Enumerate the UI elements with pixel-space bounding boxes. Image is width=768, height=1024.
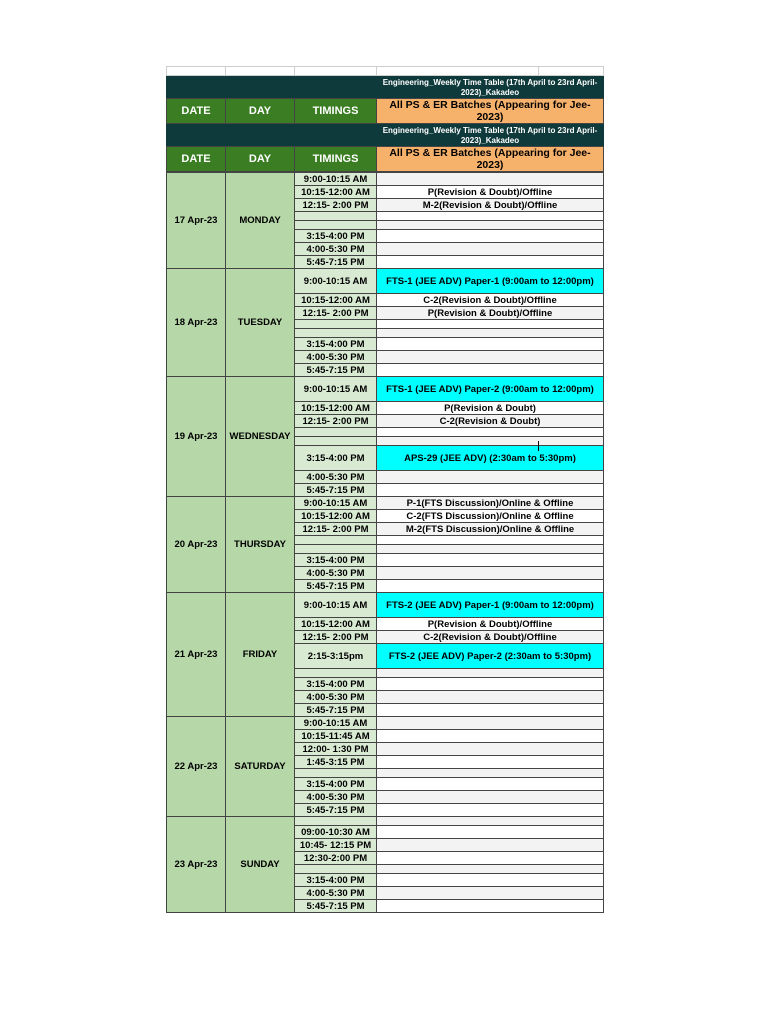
batch-schedule-cell — [376, 553, 604, 567]
title-blank — [225, 76, 295, 99]
time-slot: 4:00-5:30 PM — [294, 690, 377, 704]
batch-schedule-cell: C-2(Revision & Doubt) — [376, 414, 604, 428]
time-slot: 2:15-3:15pm — [294, 643, 377, 669]
time-slot: 3:15-4:00 PM — [294, 553, 377, 567]
time-slot: 1:45-3:15 PM — [294, 755, 377, 769]
time-slot: 3:15-4:00 PM — [294, 337, 377, 351]
batch-schedule-cell: P(Revision & Doubt) — [376, 401, 604, 415]
time-slot: 12:30-2:00 PM — [294, 851, 377, 865]
title-blank — [166, 124, 226, 147]
batch-schedule-cell — [376, 886, 604, 900]
batch-schedule-cell — [376, 825, 604, 839]
day-name: MONDAY — [225, 172, 295, 269]
batch-schedule-cell — [376, 350, 604, 364]
batch-schedule-cell — [376, 470, 604, 484]
time-slot: 10:15-12:00 AM — [294, 509, 377, 523]
batch-schedule-cell — [376, 242, 604, 256]
batch-schedule-cell — [376, 777, 604, 791]
time-slot: 10:15-12:00 AM — [294, 401, 377, 415]
time-slot: 9:00-10:15 AM — [294, 268, 377, 294]
batch-schedule-cell — [376, 873, 604, 887]
time-slot: 5:45-7:15 PM — [294, 255, 377, 269]
batch-schedule-cell: M-2(Revision & Doubt)/Offline — [376, 198, 604, 212]
time-slot: 10:15-12:00 AM — [294, 293, 377, 307]
time-slot: 5:45-7:15 PM — [294, 899, 377, 913]
time-slot: 4:00-5:30 PM — [294, 350, 377, 364]
batch-schedule-cell: M-2(FTS Discussion)/Online & Offline — [376, 522, 604, 536]
time-slot: 12:15- 2:00 PM — [294, 522, 377, 536]
time-slot: 9:00-10:15 AM — [294, 716, 377, 730]
header-timings: TIMINGS — [294, 98, 377, 124]
batch-schedule-cell — [376, 566, 604, 580]
time-slot: 5:45-7:15 PM — [294, 363, 377, 377]
batch-schedule-cell — [376, 851, 604, 865]
batch-schedule-cell: FTS-2 (JEE ADV) Paper-1 (9:00am to 12:00pm) — [376, 592, 604, 618]
time-slot: 5:45-7:15 PM — [294, 703, 377, 717]
empty-top-cell — [294, 66, 377, 76]
batch-schedule-cell: APS-29 (JEE ADV) (2:30am to 5:30pm) — [376, 445, 604, 471]
time-slot: 9:00-10:15 AM — [294, 376, 377, 402]
day-name: WEDNESDAY — [225, 376, 295, 497]
title-blank — [294, 124, 377, 147]
time-slot: 4:00-5:30 PM — [294, 242, 377, 256]
header-date: DATE — [166, 98, 226, 124]
time-slot: 4:00-5:30 PM — [294, 790, 377, 804]
day-name: TUESDAY — [225, 268, 295, 377]
batch-schedule-cell — [376, 255, 604, 269]
batch-schedule-cell — [376, 677, 604, 691]
header-day: DAY — [225, 98, 295, 124]
header-day: DAY — [225, 146, 295, 172]
title-blank — [294, 76, 377, 99]
batch-schedule-cell: P(Revision & Doubt)/Offline — [376, 617, 604, 631]
batch-schedule-cell: FTS-2 (JEE ADV) Paper-2 (2:30am to 5:30pm) — [376, 643, 604, 669]
header-date: DATE — [166, 146, 226, 172]
batch-schedule-cell — [376, 729, 604, 743]
time-slot: 4:00-5:30 PM — [294, 566, 377, 580]
batch-schedule-cell — [376, 716, 604, 730]
time-slot: 12:15- 2:00 PM — [294, 306, 377, 320]
time-slot: 9:00-10:15 AM — [294, 172, 377, 186]
title-blank — [166, 76, 226, 99]
time-slot: 12:00- 1:30 PM — [294, 742, 377, 756]
header-batch: All PS & ER Batches (Appearing for Jee-2023) — [376, 98, 604, 124]
time-slot: 10:15-12:00 AM — [294, 185, 377, 199]
time-slot: 4:00-5:30 PM — [294, 470, 377, 484]
time-slot: 09:00-10:30 AM — [294, 825, 377, 839]
batch-schedule-cell — [376, 803, 604, 817]
time-slot: 3:15-4:00 PM — [294, 777, 377, 791]
time-slot: 9:00-10:15 AM — [294, 592, 377, 618]
sheet-title: Engineering_Weekly Time Table (17th April to 23rd April-2023)_Kakadeo — [376, 76, 604, 99]
time-slot: 4:00-5:30 PM — [294, 886, 377, 900]
time-slot: 10:15-11:45 AM — [294, 729, 377, 743]
batch-schedule-cell: C-2(Revision & Doubt)/Offline — [376, 630, 604, 644]
batch-schedule-cell: C-2(FTS Discussion)/Online & Offline — [376, 509, 604, 523]
time-slot: 9:00-10:15 AM — [294, 496, 377, 510]
time-slot: 12:15- 2:00 PM — [294, 414, 377, 428]
batch-schedule-cell — [376, 337, 604, 351]
day-name: FRIDAY — [225, 592, 295, 717]
day-date: 19 Apr-23 — [166, 376, 226, 497]
empty-top-cell — [538, 66, 604, 76]
time-slot: 3:15-4:00 PM — [294, 873, 377, 887]
title-blank — [225, 124, 295, 147]
batch-schedule-cell: P(Revision & Doubt)/Offline — [376, 306, 604, 320]
day-date: 22 Apr-23 — [166, 716, 226, 817]
cell-cursor-mark — [538, 441, 539, 451]
empty-top-cell — [225, 66, 295, 76]
batch-schedule-cell — [376, 790, 604, 804]
header-timings: TIMINGS — [294, 146, 377, 172]
time-slot: 3:15-4:00 PM — [294, 229, 377, 243]
batch-schedule-cell: FTS-1 (JEE ADV) Paper-1 (9:00am to 12:00pm) — [376, 268, 604, 294]
batch-schedule-cell — [376, 838, 604, 852]
day-date: 17 Apr-23 — [166, 172, 226, 269]
day-name: SATURDAY — [225, 716, 295, 817]
batch-schedule-cell — [376, 172, 604, 186]
time-slot: 3:15-4:00 PM — [294, 445, 377, 471]
time-slot: 5:45-7:15 PM — [294, 483, 377, 497]
time-slot: 10:15-12:00 AM — [294, 617, 377, 631]
batch-schedule-cell — [376, 755, 604, 769]
batch-schedule-cell — [376, 742, 604, 756]
time-slot: 10:45- 12:15 PM — [294, 838, 377, 852]
time-slot: 5:45-7:15 PM — [294, 803, 377, 817]
batch-schedule-cell: P-1(FTS Discussion)/Online & Offline — [376, 496, 604, 510]
batch-schedule-cell: P(Revision & Doubt)/Offline — [376, 185, 604, 199]
day-name: THURSDAY — [225, 496, 295, 593]
time-slot: 12:15- 2:00 PM — [294, 198, 377, 212]
batch-schedule-cell: C-2(Revision & Doubt)/Offline — [376, 293, 604, 307]
day-name: SUNDAY — [225, 816, 295, 913]
empty-top-cell — [166, 66, 226, 76]
batch-schedule-cell — [376, 363, 604, 377]
time-slot: 12:15- 2:00 PM — [294, 630, 377, 644]
sheet-title: Engineering_Weekly Time Table (17th April to 23rd April-2023)_Kakadeo — [376, 124, 604, 147]
time-slot: 3:15-4:00 PM — [294, 677, 377, 691]
batch-schedule-cell — [376, 229, 604, 243]
empty-top-cell — [376, 66, 539, 76]
day-date: 21 Apr-23 — [166, 592, 226, 717]
batch-schedule-cell: FTS-1 (JEE ADV) Paper-2 (9:00am to 12:00pm) — [376, 376, 604, 402]
batch-schedule-cell — [376, 703, 604, 717]
day-date: 23 Apr-23 — [166, 816, 226, 913]
header-batch: All PS & ER Batches (Appearing for Jee-2023) — [376, 146, 604, 172]
batch-schedule-cell — [376, 899, 604, 913]
batch-schedule-cell — [376, 690, 604, 704]
batch-schedule-cell — [376, 483, 604, 497]
day-date: 20 Apr-23 — [166, 496, 226, 593]
time-slot: 5:45-7:15 PM — [294, 579, 377, 593]
day-date: 18 Apr-23 — [166, 268, 226, 377]
batch-schedule-cell — [376, 579, 604, 593]
